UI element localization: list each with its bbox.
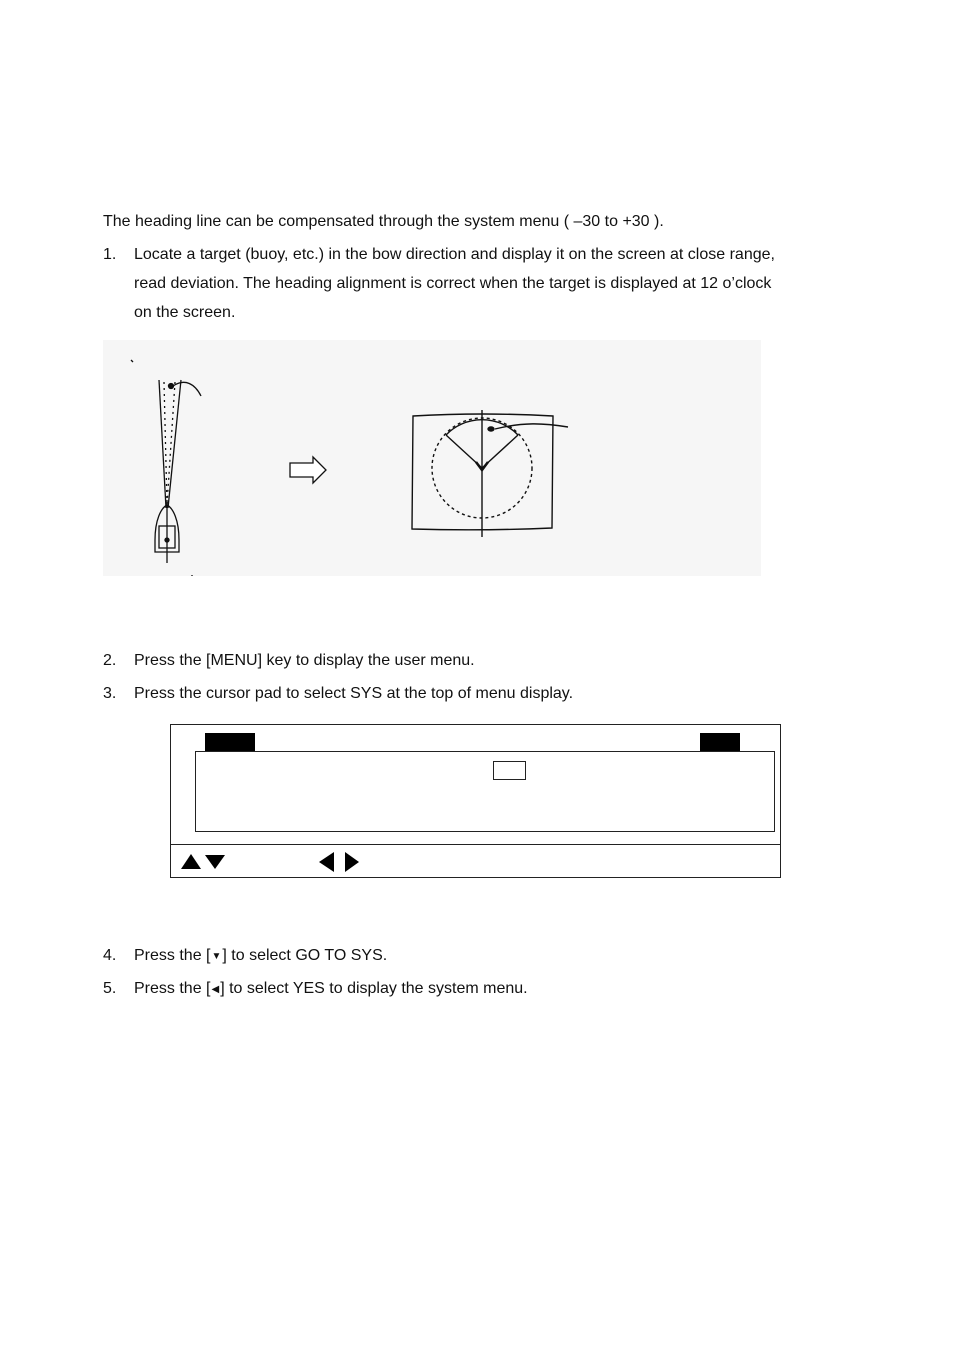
menu-tab-selected (205, 733, 255, 751)
down-arrow-icon: ▼ (211, 951, 222, 962)
step-number: 3. (103, 685, 117, 702)
step-text (134, 979, 528, 1000)
down-arrow-icon (204, 851, 226, 873)
intro-text: The heading line can be compensated through the system menu ( –30 to +30 ). (103, 213, 664, 230)
menu-content-area (195, 751, 775, 832)
step-number: 2. (103, 652, 117, 669)
step-text-after: ] to select YES to display the system menu. (220, 980, 528, 997)
up-arrow-icon (180, 851, 202, 873)
menu-footer-divider (171, 844, 780, 845)
menu-tab-sys (700, 733, 740, 751)
step-number: 4. (103, 947, 117, 964)
step-text (134, 946, 387, 967)
step-number: 5. (103, 980, 117, 997)
step-text-before: Press the [ (134, 947, 211, 964)
step-text-line: read deviation. The heading alignment is correct when the target is displayed at 12 o’clock (134, 275, 772, 292)
right-arrow-icon (341, 851, 363, 873)
left-arrow-icon: ◀ (211, 984, 220, 995)
menu-value-box (493, 761, 526, 780)
heading-alignment-figure (103, 340, 761, 576)
menu-display (170, 724, 781, 878)
step-number: 1. (103, 246, 117, 263)
step-text: Press the [MENU] key to display the user menu. (134, 652, 475, 669)
step-text-line: Locate a target (buoy, etc.) in the bow direction and display it on the screen at close range, (134, 246, 775, 263)
step-text-line: on the screen. (134, 304, 236, 321)
step-text: Press the cursor pad to select SYS at the top of menu display. (134, 685, 574, 702)
left-arrow-icon (316, 851, 338, 873)
step-text-before: Press the [ (134, 980, 211, 997)
step-text-after: ] to select GO TO SYS. (222, 947, 388, 964)
